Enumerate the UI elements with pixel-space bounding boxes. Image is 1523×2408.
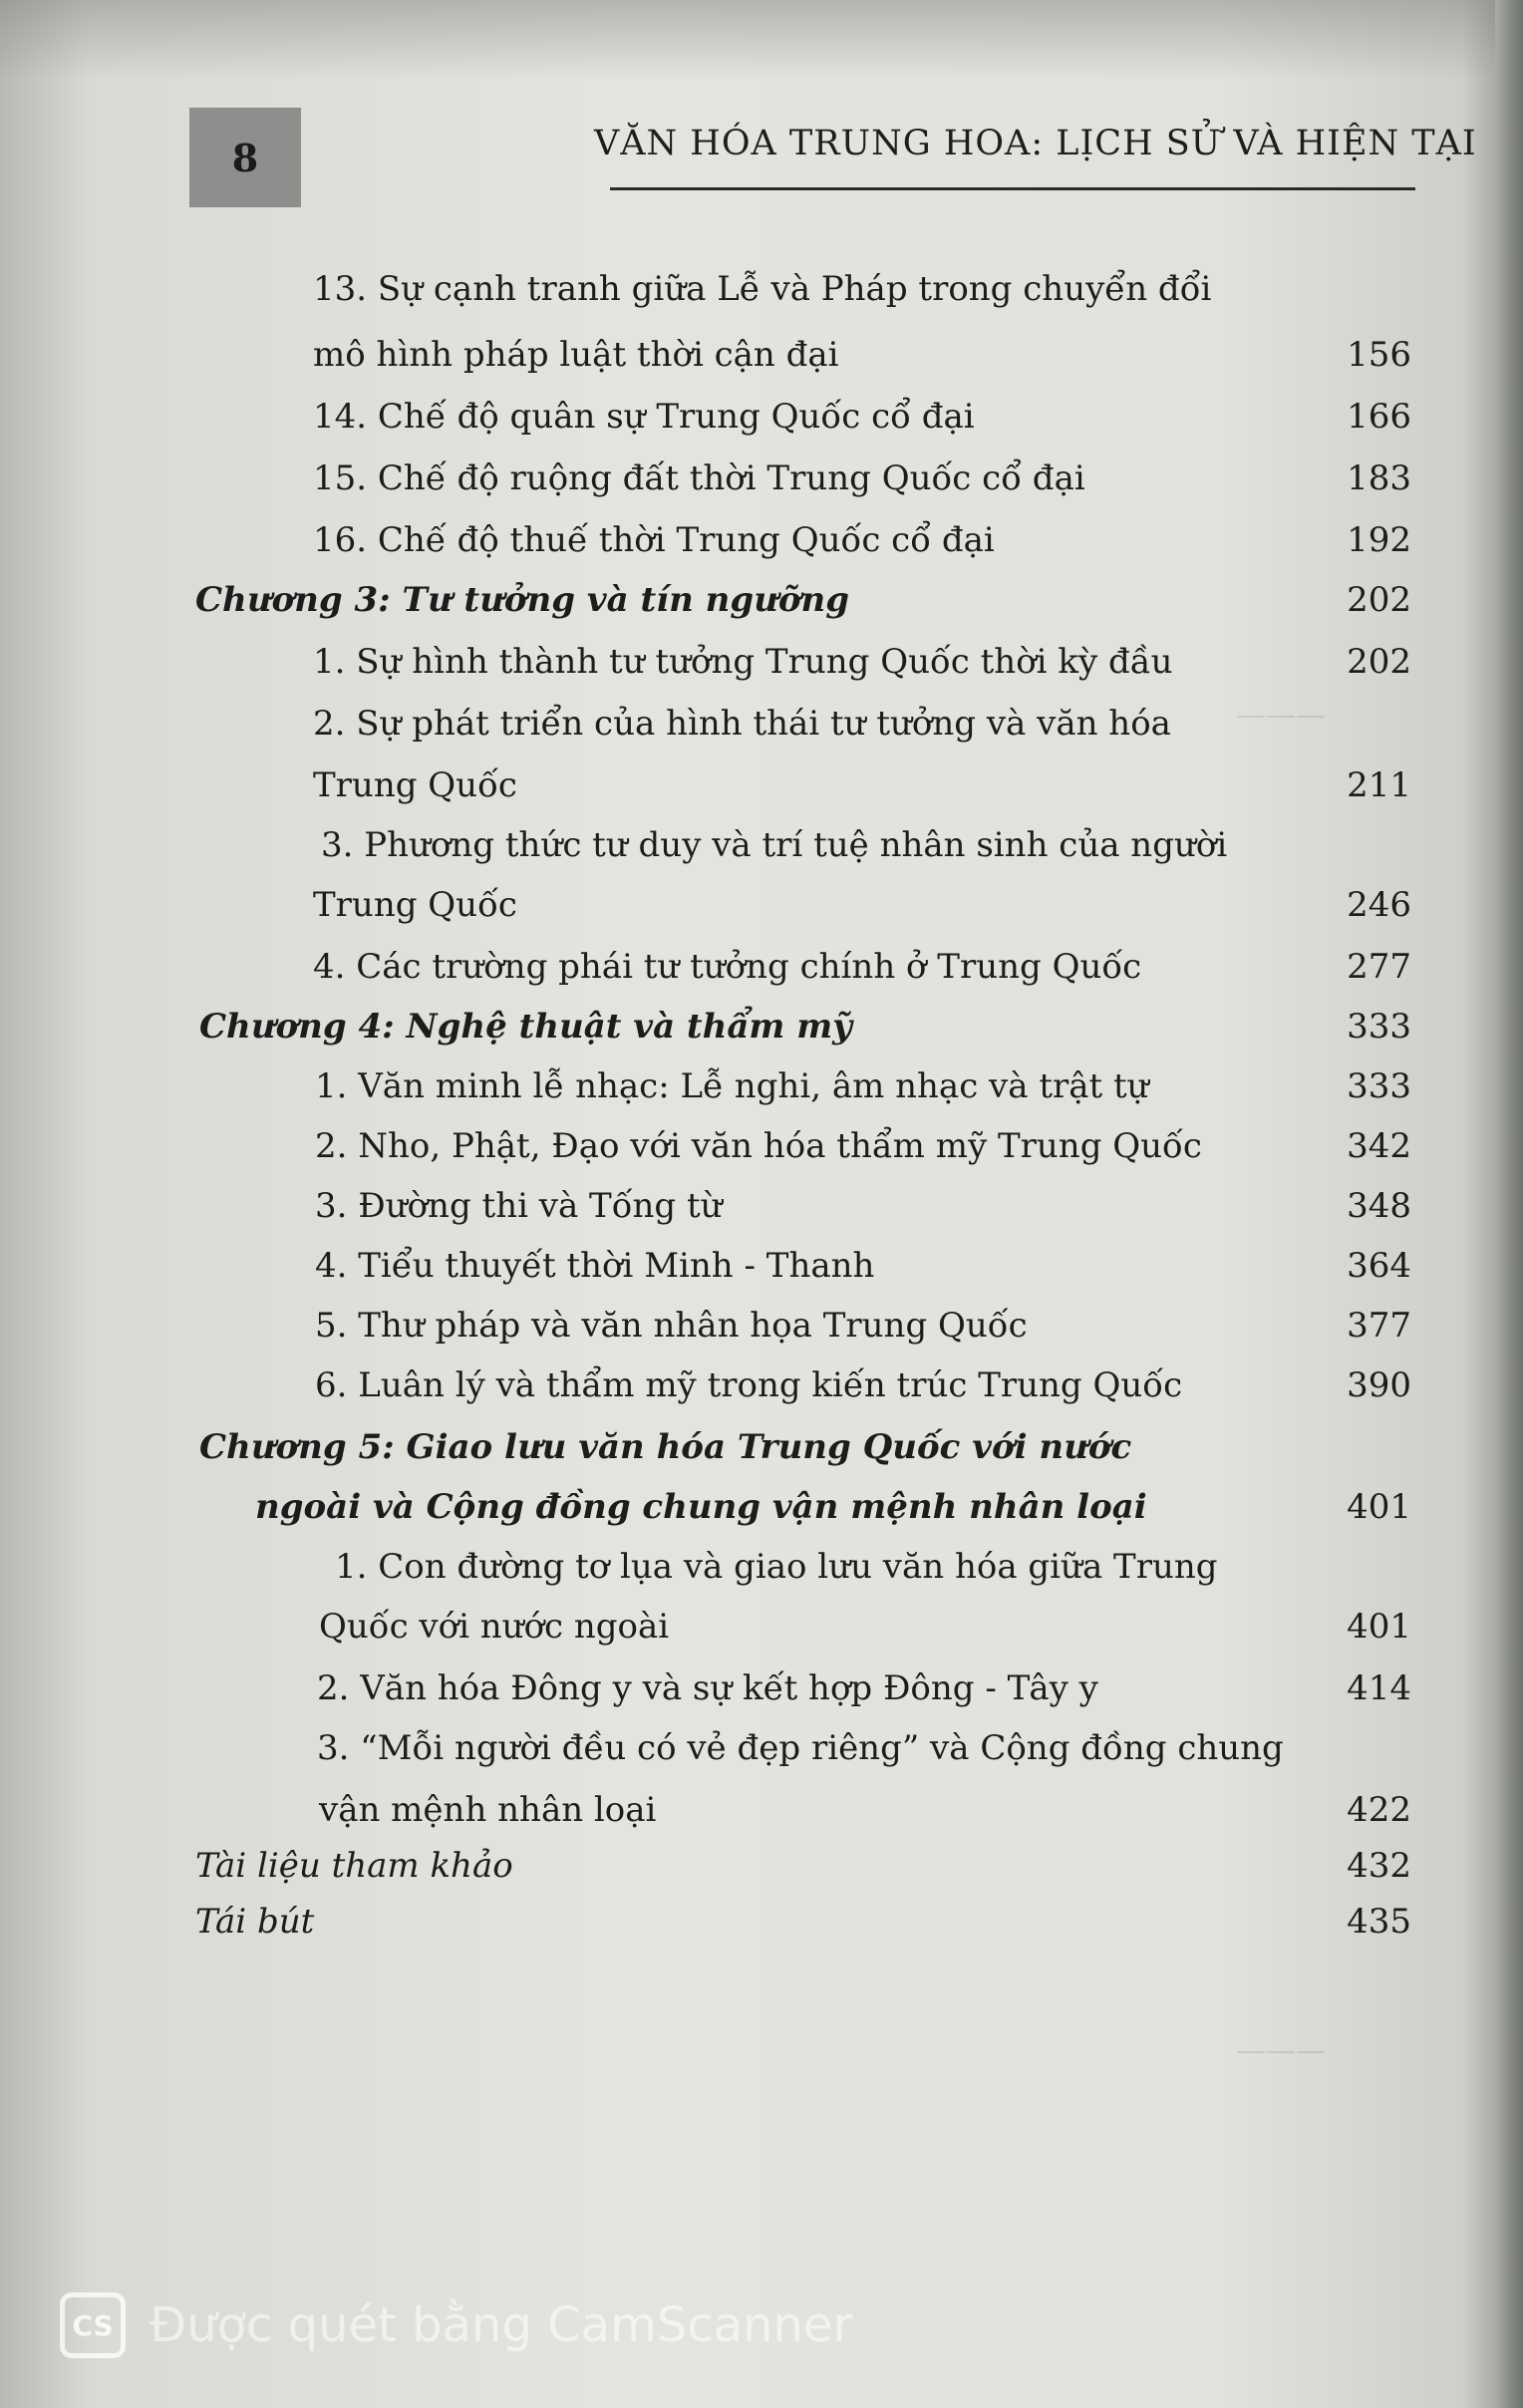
toc-entry-line: 1. Sự hình thành tư tưởng Trung Quốc thời kỳ đầu [313,642,1173,682]
toc-entry-line: 3. Đường thi và Tống từ [315,1186,723,1226]
toc-entry-line: 6. Luân lý và thẩm mỹ trong kiến trúc Trung Quốc [315,1365,1183,1405]
toc-page-number: 432 [1347,1846,1411,1886]
toc-page-number: 202 [1347,580,1411,620]
toc-entry-line: 3. “Mỗi người đều có vẻ đẹp riêng” và Cộng đồng chung [317,1728,1284,1768]
toc-page-number: 211 [1347,765,1411,805]
toc-page-number: 202 [1347,642,1411,682]
toc-page-number: 277 [1347,947,1411,987]
running-title: VĂN HÓA TRUNG HOA: LỊCH SỬ VÀ HIỆN TẠI [594,124,1477,163]
toc-entry-line: 1. Văn minh lễ nhạc: Lễ nghi, âm nhạc và trật tự [315,1066,1149,1106]
toc-entry-line: 5. Thư pháp và văn nhân họa Trung Quốc [315,1306,1028,1346]
toc-entry-line: 15. Chế độ ruộng đất thời Trung Quốc cổ đại [313,458,1085,498]
toc-page-number: 414 [1347,1668,1411,1708]
toc-entry-line: 16. Chế độ thuế thời Trung Quốc cổ đại [313,520,995,560]
toc-chapter-heading: Chương 4: Nghệ thuật và thẩm mỹ [199,1007,852,1047]
toc-page-number: 183 [1347,458,1411,498]
toc-entry-line: 13. Sự cạnh tranh giữa Lễ và Pháp trong chuyển đổi [313,269,1212,309]
camscanner-logo-icon: CS [60,2292,126,2358]
toc-entry-line: Trung Quốc [313,765,517,805]
watermark-text: Được quét bằng CamScanner [150,2297,853,2353]
toc-entry-line: Trung Quốc [313,885,517,925]
toc-page-number: 166 [1347,397,1411,437]
toc-page-number: 156 [1347,335,1411,375]
toc-page-number: 401 [1347,1487,1411,1527]
toc-entry-line: 2. Sự phát triển của hình thái tư tưởng và văn hóa [313,704,1171,744]
toc-entry-line: mô hình pháp luật thời cận đại [313,335,839,375]
toc-entry-line: 4. Các trường phái tư tưởng chính ở Trung Quốc [313,947,1142,987]
toc-entry-line: 2. Nho, Phật, Đạo với văn hóa thẩm mỹ Trung Quốc [315,1126,1202,1166]
toc-entry-line: 3. Phương thức tư duy và trí tuệ nhân sinh của người [321,825,1228,865]
toc-page-number: 401 [1347,1607,1411,1647]
toc-page-number: 246 [1347,885,1411,925]
toc-entry-line: 2. Văn hóa Đông y và sự kết hợp Đông - Tây y [317,1668,1098,1708]
camscanner-watermark [60,2292,852,2358]
toc-page-number: 435 [1347,1902,1411,1942]
toc-backmatter-entry: Tái bút [195,1902,315,1942]
toc-page-number: 333 [1347,1007,1411,1047]
toc-page-number: 342 [1347,1126,1411,1166]
toc-entry-line: 14. Chế độ quân sự Trung Quốc cổ đại [313,397,975,437]
toc-page-number: 377 [1347,1306,1411,1346]
toc-page-number: 422 [1347,1790,1411,1830]
bleed-through-text: ——— [1236,2033,1326,2068]
toc-page-number: 364 [1347,1246,1411,1286]
toc-entry-line: 4. Tiểu thuyết thời Minh - Thanh [315,1246,875,1286]
toc-entry-line: vận mệnh nhân loại [319,1790,657,1830]
toc-chapter-heading: Chương 5: Giao lưu văn hóa Trung Quốc với nước [199,1427,1132,1467]
toc-backmatter-entry: Tài liệu tham khảo [195,1846,513,1886]
bleed-through-text: ——— [1236,698,1326,733]
toc-entry-line: 1. Con đường tơ lụa và giao lưu văn hóa giữa Trung [335,1547,1218,1587]
toc-chapter-heading: Chương 3: Tư tưởng và tín ngưỡng [195,580,850,620]
toc-page-number: 348 [1347,1186,1411,1226]
toc-page-number: 192 [1347,520,1411,560]
toc-entry-line: Quốc với nước ngoài [319,1607,670,1647]
page-number: 8 [231,135,259,180]
toc-page-number: 390 [1347,1365,1411,1405]
toc-page-number: 333 [1347,1066,1411,1106]
toc-chapter-heading: ngoài và Cộng đồng chung vận mệnh nhân loại [255,1487,1147,1527]
